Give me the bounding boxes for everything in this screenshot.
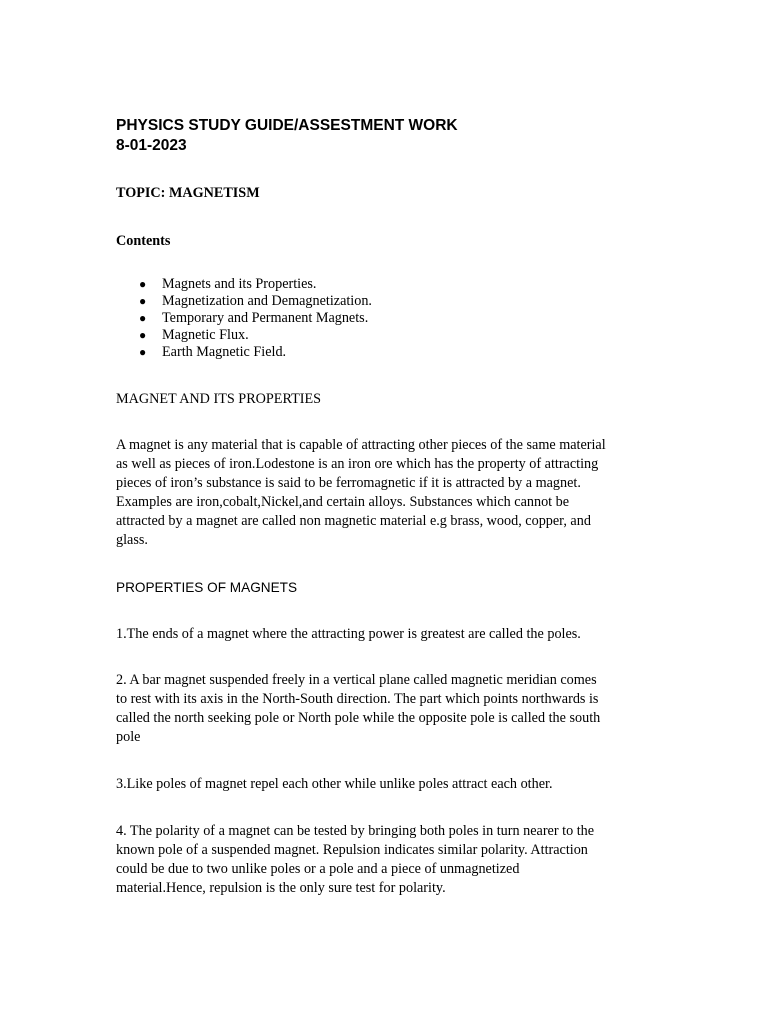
topic-heading: TOPIC: MAGNETISM [116,185,260,201]
paragraph-line: called the north seeking pole or North pole while the opposite pole is called the south [116,710,601,726]
document-date: 8-01-2023 [116,137,187,154]
bullet-icon: ● [139,294,147,308]
paragraph-line: A magnet is any material that is capable of attracting other pieces of the same material [116,437,606,453]
paragraph-line: known pole of a suspended magnet. Repulsion indicates similar polarity. Attraction [116,842,588,858]
list-item: ● Temporary and Permanent Magnets. [139,310,369,326]
title-line: PHYSICS STUDY GUIDE/ASSESTMENT WORK [116,117,458,134]
paragraph-line: glass. [116,532,148,548]
paragraph-line: 2. A bar magnet suspended freely in a vertical plane called magnetic meridian comes [116,672,597,688]
paragraph-line: could be due to two unlike poles or a pole and a piece of unmagnetized [116,861,520,877]
section-heading-properties-of-magnets: PROPERTIES OF MAGNETS [116,580,298,595]
section-heading-magnet-properties: MAGNET AND ITS PROPERTIES [116,391,322,407]
paragraph-line: 4. The polarity of a magnet can be tested by bringing both poles in turn nearer to the [116,823,595,839]
paragraph-line: as well as pieces of iron.Lodestone is an iron ore which has the property of attracting [116,456,599,472]
property-paragraph-1 [116,625,656,644]
list-item: ● Earth Magnetic Field. [139,344,287,360]
property-paragraph-4 [116,822,656,898]
paragraph-line: material.Hence, repulsion is the only sure test for polarity. [116,880,446,896]
paragraph-line: 3.Like poles of magnet repel each other while unlike poles attract each other. [116,776,553,792]
list-item: ● Magnetization and Demagnetization. [139,293,372,309]
document-title [116,116,458,156]
magnet-definition-paragraph [116,436,656,550]
paragraph-line: pole [116,729,141,745]
paragraph-line: Examples are iron,cobalt,Nickel,and certain alloys. Substances which cannot be [116,494,570,510]
contents-heading: Contents [116,233,171,249]
list-item: ● Magnetic Flux. [139,327,249,343]
contents-list [116,276,372,361]
bullet-icon: ● [139,277,147,291]
bullet-icon: ● [139,345,147,359]
property-paragraph-2 [116,671,656,747]
bullet-icon: ● [139,311,147,325]
paragraph-line: to rest with its axis in the North-South direction. The part which points northwards is [116,691,599,707]
bullet-icon: ● [139,328,147,342]
paragraph-line: pieces of iron’s substance is said to be ferromagnetic if it is attracted by a magnet. [116,475,581,491]
list-item: ● Magnets and its Properties. [139,276,317,292]
paragraph-line: 1.The ends of a magnet where the attracting power is greatest are called the poles. [116,626,581,642]
property-paragraph-3 [116,775,656,794]
paragraph-line: attracted by a magnet are called non magnetic material e.g brass, wood, copper, and [116,513,591,529]
